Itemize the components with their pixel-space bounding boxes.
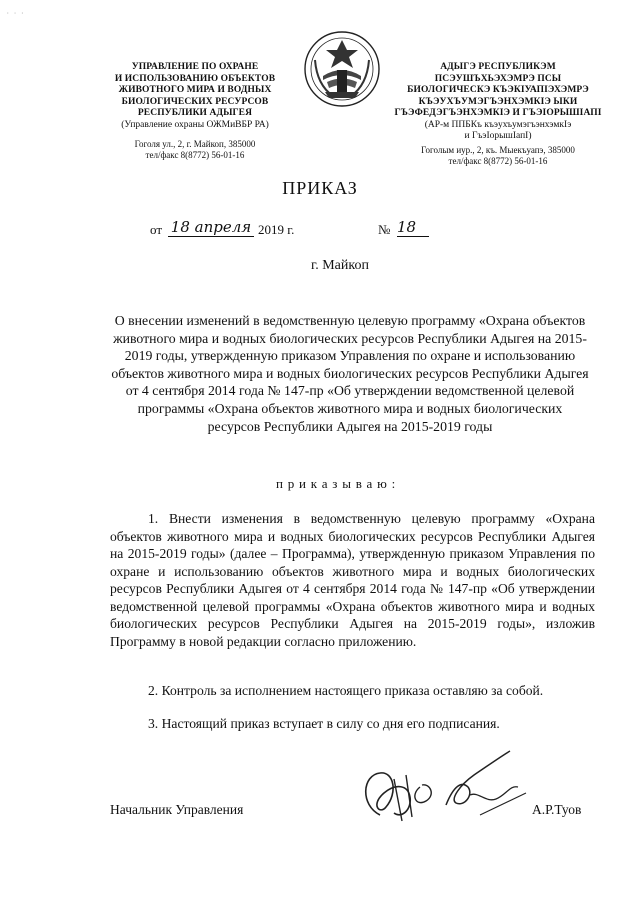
number-label: № [378, 222, 391, 237]
header-right-abbr: (АР-м ППБКъ къэухъумэгъэнхэмкIэ [424, 119, 572, 130]
header-right-line-5: ГЪЭФЕДЭГЪЭНХЭМКIЭ И ГЪЭIОРЫШIАПI [394, 108, 602, 118]
city-line: г. Майкоп [311, 258, 369, 273]
header-left-contact [100, 139, 290, 161]
header-left-line-3: ЖИВОТНОГО МИРА И ВОДНЫХ [118, 85, 272, 95]
scan-artifact: · · · [6, 10, 25, 17]
date-number-row [0, 218, 640, 242]
header-left-line-5: РЕСПУБЛИКИ АДЫГЕЯ [137, 108, 253, 118]
signatory-position: Начальник Управления [110, 802, 244, 817]
date-year: 2019 г. [258, 222, 295, 237]
paragraph-2: 2. Контроль за исполнением настоящего приказа оставляю за собой. [148, 683, 544, 698]
header-right-line-4: КЪЭУХЪУМЭГЪЭНХЭМКIЭ ЫКИ [418, 96, 578, 107]
header-left-line-1: УПРАВЛЕНИЕ ПО ОХРАНЕ [131, 62, 259, 72]
header-right-phone: тел/факс 8(8772) 56-01-16 [448, 155, 548, 166]
header-right-line-2: ПСЭУШЪХЬЭХЭМРЭ ПСЫ [434, 73, 562, 84]
signatory-name: А.Р.Туов [532, 802, 582, 817]
header-left [100, 62, 290, 161]
handwritten-number: 18 [397, 218, 429, 237]
handwritten-date: 18 апреля [168, 218, 254, 237]
order-subject: О внесении изменений в ведомственную целевую программу «Охрана объектов животного мира и водных биологических ресурсов Республики Адыгея на 2015-2019 годы, утвержденную приказом Управления по охране и использованию объектов животного мира и водных биологических ресурсов Республики Адыгея от 4 сентября 2014 года № 147-пр «Об утверждении ведомственной целевой программы «Охрана объектов животного мира и водных биологических ресурсов Республики Адыгея на 2015-2019 годы [111, 313, 589, 434]
header-right-line-1: АДЫГЭ РЕСПУБЛИКЭМ [440, 62, 556, 72]
document-title: ПРИКАЗ [282, 178, 358, 198]
paragraph-3: 3. Настоящий приказ вступает в силу со дня его подписания. [148, 716, 500, 731]
header-right-line-3: БИОЛОГИЧЕСКЭ КЪЭКIУАПIЭХЭМРЭ [407, 85, 589, 95]
header-left-line-2: И ИСПОЛЬЗОВАНИЮ ОБЪЕКТОВ [114, 73, 276, 84]
header-right [388, 62, 608, 167]
header-left-line-4: БИОЛОГИЧЕСКИХ РЕСУРСОВ [121, 96, 269, 107]
coat-of-arms-emblem [303, 30, 381, 108]
paragraph-1: 1. Внести изменения в ведомственную целевую программу «Охрана объектов животного мира и водных биологических ресурсов Республики Адыгея на 2015-2019 годы» (далее – Программа), утвержденную приказом Управления по охране и использованию объектов животного мира и водных биологических ресурсов Республики Адыгея от 4 сентября 2014 года № 147-пр «Об утверждении ведомственной целевой программы «Охрана объектов животного мира и водных биологических ресурсов Республики Адыгея на 2015-2019 годы», изложив Программу в новой редакции согласно приложению. [110, 511, 595, 649]
header-right-contact [388, 145, 608, 167]
header-left-abbr: (Управление охраны ОЖМиВБР РА) [121, 119, 269, 130]
orders-word: приказываю: [275, 476, 401, 491]
header-right-address: Гоголым иур., 2, къ. Мыекъуапэ, 385000 [421, 144, 575, 155]
header-left-phone: тел/факс 8(8772) 56-01-16 [145, 150, 245, 160]
date-prefix: от [150, 222, 163, 237]
header-right-abbr-2: и ГъэIорышIапI) [464, 131, 532, 141]
handwritten-signature [350, 745, 540, 835]
header-left-address: Гоголя ул., 2, г. Майкоп, 385000 [134, 139, 256, 149]
